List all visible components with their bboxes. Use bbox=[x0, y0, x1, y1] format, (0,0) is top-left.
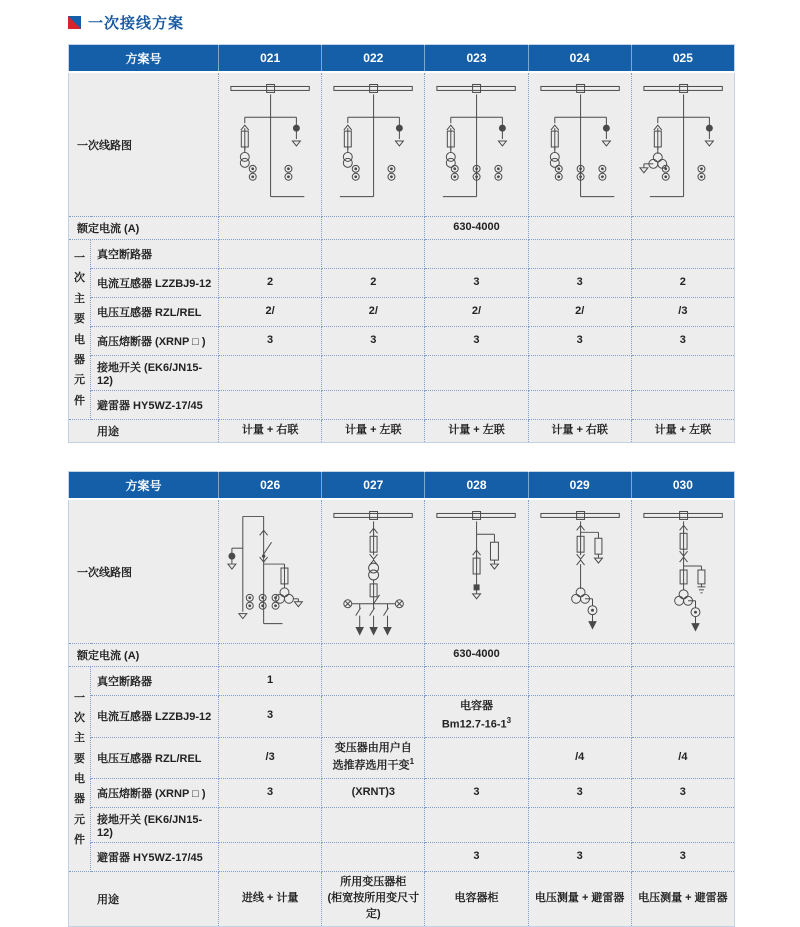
scheme-table-1 bbox=[68, 44, 735, 443]
value-cell bbox=[528, 356, 631, 391]
usage-value-cell: 计量 + 右联 bbox=[219, 420, 322, 443]
one-line-diagram-026 bbox=[219, 500, 321, 643]
value-cell bbox=[631, 240, 734, 269]
value-cell: 3 bbox=[219, 327, 322, 356]
scheme-table-2 bbox=[68, 471, 735, 927]
value-cell: 3 bbox=[425, 843, 528, 872]
rated-current-value-cell bbox=[322, 644, 425, 667]
value-cell: 3 bbox=[528, 327, 631, 356]
value-cell bbox=[528, 667, 631, 696]
one-line-diagram-030 bbox=[632, 500, 734, 643]
usage-value-cell: 计量 + 左联 bbox=[322, 420, 425, 443]
value-cell: 电容器 $Bm12.7-16-1^3$ bbox=[425, 696, 528, 738]
component-label-cell: 避雷器 HY5WZ-17/45 bbox=[91, 391, 219, 420]
component-label-cell: 真空断路器 bbox=[91, 240, 219, 269]
diagram-row-label: 一次线路图 bbox=[69, 72, 219, 217]
usage-value-cell: 计量 + 左联 bbox=[631, 420, 734, 443]
value-cell bbox=[425, 808, 528, 843]
component-label-cell: 电流互感器 LZZBJ9-12 bbox=[91, 696, 219, 738]
usage-value-cell: 计量 + 左联 bbox=[425, 420, 528, 443]
value-cell bbox=[528, 696, 631, 738]
scheme-no-header: 方案号 bbox=[69, 472, 219, 500]
value-cell: 3 bbox=[528, 779, 631, 808]
diagram-cell-023 bbox=[425, 72, 528, 217]
value-cell: 3 bbox=[631, 327, 734, 356]
usage-value-cell: 计量 + 右联 bbox=[528, 420, 631, 443]
value-cell: 3 bbox=[631, 779, 734, 808]
usage-value-cell: 电压测量 + 避雷器 bbox=[528, 872, 631, 927]
diagram-cell-022 bbox=[322, 72, 425, 217]
value-cell bbox=[528, 391, 631, 420]
scheme-column-header-026: 026 bbox=[219, 472, 322, 500]
component-row bbox=[69, 298, 735, 327]
value-cell bbox=[322, 843, 425, 872]
value-cell: 2 bbox=[322, 269, 425, 298]
value-cell bbox=[425, 737, 528, 779]
rated-current-row bbox=[69, 644, 735, 667]
value-cell: 2 bbox=[631, 269, 734, 298]
rated-current-value-cell bbox=[219, 217, 322, 240]
value-cell: 2 bbox=[219, 269, 322, 298]
component-label-cell: 接地开关 (EK6/JN15-12) bbox=[91, 808, 219, 843]
diagram-cell-027 bbox=[322, 499, 425, 644]
one-line-diagram-023 bbox=[425, 73, 527, 216]
table-header-row bbox=[69, 472, 735, 500]
value-cell bbox=[219, 356, 322, 391]
value-cell: 2/ bbox=[528, 298, 631, 327]
rated-current-value-cell bbox=[322, 217, 425, 240]
one-line-diagram-025 bbox=[632, 73, 734, 216]
group-label-cell: 一次主要电器元件 bbox=[69, 240, 91, 420]
value-cell bbox=[528, 240, 631, 269]
scheme-column-header-024: 024 bbox=[528, 45, 631, 73]
component-row bbox=[69, 696, 735, 738]
value-cell: 2/ bbox=[322, 298, 425, 327]
scheme-no-header: 方案号 bbox=[69, 45, 219, 73]
diagram-row bbox=[69, 72, 735, 217]
rated-current-value-cell bbox=[631, 217, 734, 240]
component-row bbox=[69, 808, 735, 843]
value-cell: 3 bbox=[219, 779, 322, 808]
one-line-diagram-028 bbox=[425, 500, 527, 643]
value-cell bbox=[631, 356, 734, 391]
component-label-cell: 电压互感器 RZL/REL bbox=[91, 298, 219, 327]
value-cell: /3 bbox=[219, 737, 322, 779]
value-cell: /4 bbox=[631, 737, 734, 779]
diagram-cell-028 bbox=[425, 499, 528, 644]
component-row bbox=[69, 356, 735, 391]
value-cell: 3 bbox=[528, 269, 631, 298]
component-row bbox=[69, 843, 735, 872]
component-row bbox=[69, 779, 735, 808]
value-cell bbox=[322, 356, 425, 391]
page-title: 一次接线方案 bbox=[88, 15, 185, 32]
value-cell bbox=[322, 240, 425, 269]
rated-current-label: 额定电流 (A) bbox=[69, 644, 219, 667]
value-cell: 3 bbox=[425, 269, 528, 298]
value-cell: 变压器由用户自 选推荐选用干变$^1$ bbox=[322, 737, 425, 779]
value-cell bbox=[631, 696, 734, 738]
value-cell: 3 bbox=[425, 327, 528, 356]
component-row bbox=[69, 667, 735, 696]
rated-current-value-cell bbox=[528, 217, 631, 240]
usage-row bbox=[69, 420, 735, 443]
value-cell: /3 bbox=[631, 298, 734, 327]
scheme-column-header-028: 028 bbox=[425, 472, 528, 500]
scheme-column-header-021: 021 bbox=[219, 45, 322, 73]
value-cell bbox=[219, 240, 322, 269]
scheme-tables bbox=[68, 44, 800, 927]
value-cell: 3 bbox=[425, 779, 528, 808]
component-row bbox=[69, 737, 735, 779]
component-row bbox=[69, 391, 735, 420]
value-cell: 3 bbox=[322, 327, 425, 356]
one-line-diagram-022 bbox=[322, 73, 424, 216]
component-label-cell: 接地开关 (EK6/JN15-12) bbox=[91, 356, 219, 391]
scheme-column-header-027: 027 bbox=[322, 472, 425, 500]
component-row bbox=[69, 327, 735, 356]
rated-current-value-cell bbox=[631, 644, 734, 667]
rated-current-label: 额定电流 (A) bbox=[69, 217, 219, 240]
one-line-diagram-027 bbox=[322, 500, 424, 643]
rated-current-value-cell: 630-4000 bbox=[425, 217, 528, 240]
scheme-column-header-029: 029 bbox=[528, 472, 631, 500]
diagram-cell-025 bbox=[631, 72, 734, 217]
value-cell: 3 bbox=[219, 696, 322, 738]
value-cell: /4 bbox=[528, 737, 631, 779]
value-cell bbox=[425, 391, 528, 420]
component-label-cell: 高压熔断器 (XRNP □ ) bbox=[91, 327, 219, 356]
component-label-cell: 电流互感器 LZZBJ9-12 bbox=[91, 269, 219, 298]
usage-value-cell: 进线 + 计量 bbox=[219, 872, 322, 927]
section-title bbox=[68, 12, 800, 33]
scheme-column-header-023: 023 bbox=[425, 45, 528, 73]
value-cell bbox=[425, 667, 528, 696]
value-cell bbox=[219, 843, 322, 872]
diagram-cell-026 bbox=[219, 499, 322, 644]
component-label-cell: 高压熔断器 (XRNP □ ) bbox=[91, 779, 219, 808]
value-cell: (XRNT)3 bbox=[322, 779, 425, 808]
section-marker-icon bbox=[68, 16, 81, 29]
group-label-cell: 一次主要电器元件 bbox=[69, 667, 91, 872]
diagram-cell-024 bbox=[528, 72, 631, 217]
value-cell bbox=[322, 391, 425, 420]
diagram-row-label: 一次线路图 bbox=[69, 499, 219, 644]
one-line-diagram-029 bbox=[529, 500, 631, 643]
rated-current-value-cell bbox=[528, 644, 631, 667]
value-cell bbox=[322, 667, 425, 696]
usage-value-cell: 所用变压器柜 (柜宽按所用变尺寸定) bbox=[322, 872, 425, 927]
value-cell: 3 bbox=[528, 843, 631, 872]
rated-current-value-cell: 630-4000 bbox=[425, 644, 528, 667]
component-row bbox=[69, 269, 735, 298]
rated-current-row bbox=[69, 217, 735, 240]
scheme-column-header-030: 030 bbox=[631, 472, 734, 500]
diagram-cell-029 bbox=[528, 499, 631, 644]
component-label-cell: 电压互感器 RZL/REL bbox=[91, 737, 219, 779]
table-header-row bbox=[69, 45, 735, 73]
value-cell: 2/ bbox=[219, 298, 322, 327]
usage-value-cell: 电压测量 + 避雷器 bbox=[631, 872, 734, 927]
value-cell bbox=[631, 808, 734, 843]
usage-row bbox=[69, 872, 735, 927]
usage-value-cell: 电容器柜 bbox=[425, 872, 528, 927]
diagram-cell-021 bbox=[219, 72, 322, 217]
scheme-column-header-022: 022 bbox=[322, 45, 425, 73]
scheme-column-header-025: 025 bbox=[631, 45, 734, 73]
value-cell: 2/ bbox=[425, 298, 528, 327]
rated-current-value-cell bbox=[219, 644, 322, 667]
diagram-cell-030 bbox=[631, 499, 734, 644]
value-cell bbox=[322, 808, 425, 843]
one-line-diagram-021 bbox=[219, 73, 321, 216]
value-cell bbox=[219, 808, 322, 843]
value-cell bbox=[528, 808, 631, 843]
value-cell bbox=[322, 696, 425, 738]
component-label-cell: 避雷器 HY5WZ-17/45 bbox=[91, 843, 219, 872]
one-line-diagram-024 bbox=[529, 73, 631, 216]
value-cell bbox=[631, 391, 734, 420]
diagram-row bbox=[69, 499, 735, 644]
value-cell bbox=[219, 391, 322, 420]
component-row bbox=[69, 240, 735, 269]
component-label-cell: 真空断路器 bbox=[91, 667, 219, 696]
value-cell bbox=[425, 356, 528, 391]
value-cell: 3 bbox=[631, 843, 734, 872]
value-cell bbox=[425, 240, 528, 269]
usage-label-cell: 用途 bbox=[69, 420, 219, 443]
value-cell: 1 bbox=[219, 667, 322, 696]
usage-label-cell: 用途 bbox=[69, 872, 219, 927]
value-cell bbox=[631, 667, 734, 696]
